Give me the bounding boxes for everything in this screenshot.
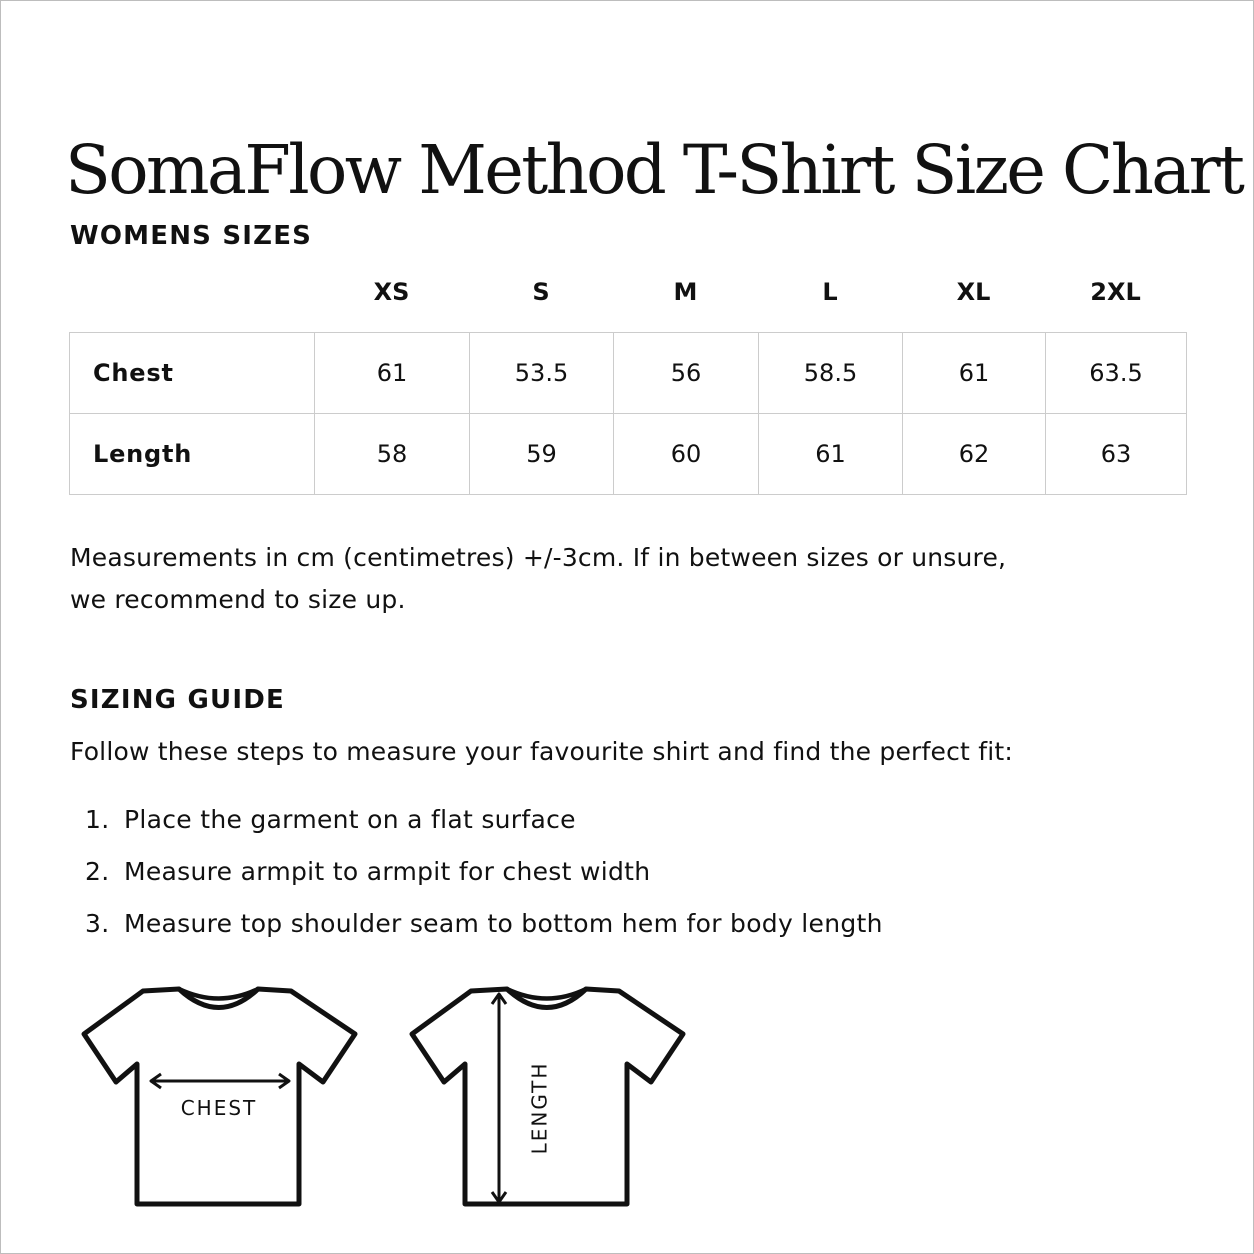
length-diagram-label: LENGTH (527, 1061, 552, 1155)
table-row-length (70, 414, 1187, 495)
sizing-guide-heading: SIZING GUIDE (70, 685, 285, 715)
step-number: 2. (85, 857, 110, 886)
sizing-guide-intro: Follow these steps to measure your favourite shirt and find the perfect fit: (70, 737, 1013, 766)
size-header-l: L (822, 278, 838, 306)
table-cell: 61 (315, 333, 470, 414)
size-header-m: M (673, 278, 698, 306)
table-cell: 56 (614, 333, 759, 414)
step-text: Measure top shoulder seam to bottom hem for body length (124, 909, 883, 938)
tshirt-chest-measure-icon (81, 986, 361, 1211)
womens-sizes-heading: WOMENS SIZES (70, 221, 313, 251)
size-header-xs: XS (373, 278, 410, 306)
table-cell: 53.5 (470, 333, 614, 414)
size-header-2xl: 2XL (1090, 278, 1141, 306)
step-text: Place the garment on a flat surface (124, 805, 576, 834)
step-number: 1. (85, 805, 110, 834)
table-cell: 62 (903, 414, 1046, 495)
measurement-note-line-1: Measurements in cm (centimetres) +/-3cm. If in between sizes or unsure, (70, 543, 1007, 572)
chest-diagram-label: CHEST (180, 1096, 258, 1120)
list-item (85, 805, 883, 857)
list-item (85, 857, 883, 909)
step-text: Measure armpit to armpit for chest width (124, 857, 651, 886)
table-cell: 59 (470, 414, 614, 495)
size-header-xl: XL (956, 278, 991, 306)
table-cell: 58 (315, 414, 470, 495)
page-title: SomaFlow Method T-Shirt Size Chart (65, 130, 1243, 209)
table-cell: 61 (903, 333, 1046, 414)
table-cell: 63.5 (1046, 333, 1187, 414)
row-label-length: Length (70, 414, 315, 495)
table-cell: 61 (759, 414, 903, 495)
measurement-note-line-2: we recommend to size up. (70, 585, 406, 614)
measurement-note (70, 537, 1070, 621)
sizing-steps-list (85, 805, 883, 961)
row-label-chest: Chest (70, 333, 315, 414)
table-row-chest (70, 333, 1187, 414)
tshirt-length-measure-icon (409, 986, 689, 1211)
step-number: 3. (85, 909, 110, 938)
table-cell: 60 (614, 414, 759, 495)
table-cell: 63 (1046, 414, 1187, 495)
size-table (69, 332, 1187, 495)
table-cell: 58.5 (759, 333, 903, 414)
list-item (85, 909, 883, 961)
size-header-s: S (532, 278, 550, 306)
